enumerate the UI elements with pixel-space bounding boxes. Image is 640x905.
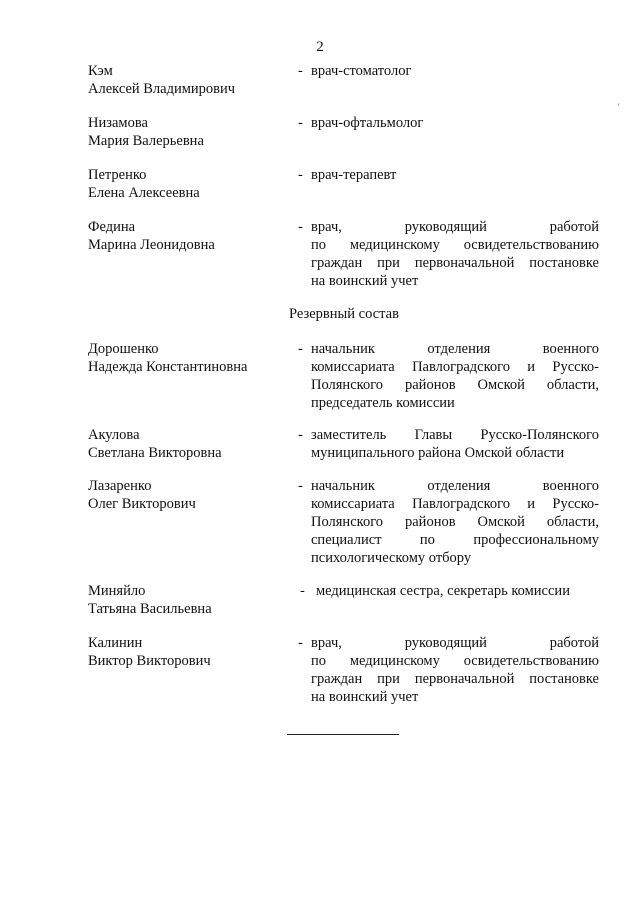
dash: -	[300, 583, 305, 599]
role-line: по медицинскому освидетельствованию	[311, 237, 599, 253]
member-surname: Миняйло	[88, 583, 146, 599]
role-line: врач-стоматолог	[311, 63, 412, 79]
member-given-names: Мария Валерьевна	[88, 133, 204, 149]
member-surname: Лазаренко	[88, 478, 152, 494]
member-name	[88, 477, 288, 513]
member-role	[311, 340, 599, 412]
page-number: 2	[316, 39, 324, 55]
role-line: граждан при первоначальной постановке	[311, 671, 599, 687]
role-line: начальник отделения военного	[311, 478, 599, 494]
member-given-names: Светлана Викторовна	[88, 445, 222, 461]
member-role	[316, 582, 604, 600]
dash: -	[298, 341, 303, 357]
member-name	[88, 340, 288, 376]
role-line: комиссариата Павлоградского и Русско-	[311, 496, 599, 512]
role-line: председатель комиссии	[311, 395, 455, 411]
member-name	[88, 114, 288, 150]
member-surname: Кэм	[88, 63, 113, 79]
member-role	[311, 426, 599, 462]
member-given-names: Виктор Викторович	[88, 653, 211, 669]
member-given-names: Татьяна Васильевна	[88, 601, 212, 617]
dash: -	[298, 167, 303, 183]
member-name	[88, 582, 288, 618]
member-given-names: Олег Викторович	[88, 496, 196, 512]
dash: -	[298, 63, 303, 79]
role-line: муниципального района Омской области	[311, 445, 565, 461]
role-line: специалист по профессиональному	[311, 532, 599, 548]
role-line: медицинская сестра, секретарь комиссии	[316, 583, 570, 599]
role-line: врач-терапевт	[311, 167, 397, 183]
member-role	[311, 634, 599, 706]
member-surname: Низамова	[88, 115, 148, 131]
member-surname: Калинин	[88, 635, 143, 651]
member-role	[311, 218, 599, 290]
role-line: Полянского районов Омской области,	[311, 514, 599, 530]
member-name	[88, 426, 288, 462]
member-role	[311, 166, 599, 184]
member-name	[88, 634, 288, 670]
dash: -	[298, 219, 303, 235]
role-line: психологическому отбору	[311, 550, 472, 566]
member-name	[88, 166, 288, 202]
dash: -	[298, 427, 303, 443]
member-name	[88, 218, 288, 254]
margin-mark: '	[618, 102, 620, 112]
member-role	[311, 114, 599, 132]
role-line: по медицинскому освидетельствованию	[311, 653, 599, 669]
role-line: комиссариата Павлоградского и Русско-	[311, 359, 599, 375]
role-line: врач-офтальмолог	[311, 115, 424, 131]
role-line: врач, руководящий работой	[311, 219, 599, 235]
role-line: врач, руководящий работой	[311, 635, 599, 651]
role-line: заместитель Главы Русско-Полянского	[311, 427, 599, 443]
member-surname: Федина	[88, 219, 136, 235]
member-given-names: Надежда Константиновна	[88, 359, 248, 375]
dash: -	[298, 115, 303, 131]
role-line: на воинский учет	[311, 689, 419, 705]
member-role	[311, 477, 599, 567]
role-line: на воинский учет	[311, 273, 419, 289]
end-rule	[287, 734, 399, 735]
role-line: граждан при первоначальной постановке	[311, 255, 599, 271]
member-given-names: Алексей Владимирович	[88, 81, 236, 97]
role-line: Полянского районов Омской области,	[311, 377, 599, 393]
member-surname: Акулова	[88, 427, 140, 443]
member-role	[311, 62, 599, 80]
member-given-names: Марина Леонидовна	[88, 237, 215, 253]
role-line: начальник отделения военного	[311, 341, 599, 357]
member-surname: Дорошенко	[88, 341, 159, 357]
member-given-names: Елена Алексеевна	[88, 185, 200, 201]
dash: -	[298, 635, 303, 651]
member-surname: Петренко	[88, 167, 147, 183]
member-name	[88, 62, 288, 98]
reserve-section-title: Резервный состав	[289, 306, 399, 322]
dash: -	[298, 478, 303, 494]
